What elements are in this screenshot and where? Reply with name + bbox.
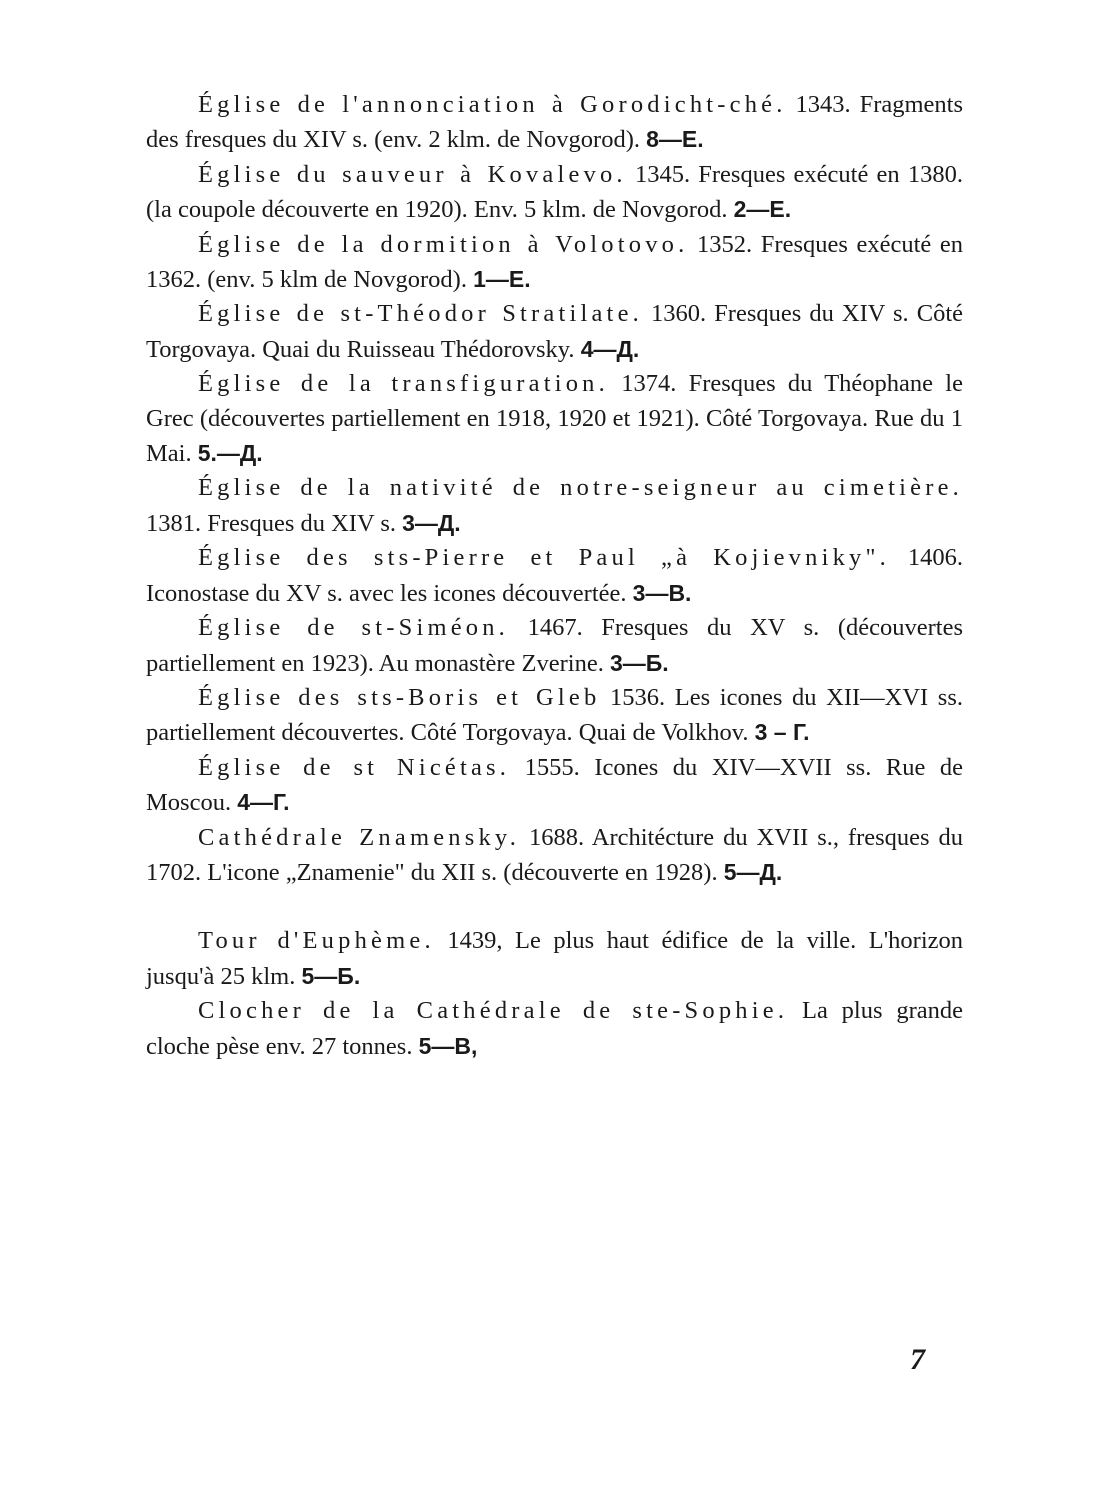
entry-theodor bbox=[146, 297, 963, 367]
tower-list bbox=[146, 924, 963, 1064]
entry-text: 1439, Le plus haut édifice de la ville. L'horizon jusqu'à 25 klm. bbox=[146, 927, 964, 990]
entry-pierre-paul bbox=[146, 541, 963, 611]
map-reference: 2—E. bbox=[733, 196, 792, 223]
entry-text: 1374. Fresques du Théophane le Grec (découvertes partiellement en 1918, 1920 et 1921). Côté Torgovaya. Rue du 1 Mai. bbox=[146, 370, 963, 468]
entry-clocher-sophie bbox=[146, 994, 963, 1064]
church-list bbox=[146, 88, 963, 890]
map-reference: 4—Г. bbox=[237, 789, 290, 816]
map-reference: 5—Б. bbox=[301, 962, 361, 989]
entry-name: Cathédrale Znamensky. bbox=[198, 823, 521, 851]
entry-transfiguration bbox=[146, 367, 963, 471]
entry-nativite bbox=[146, 471, 963, 541]
entry-name: Église du sauveur à Kovalevo. bbox=[198, 160, 627, 188]
entry-znamensky bbox=[146, 821, 963, 891]
entry-name: Église de la dormition à Volotovo. bbox=[198, 230, 689, 258]
map-reference: 4—Д. bbox=[580, 335, 640, 362]
map-reference: 5—Д. bbox=[723, 858, 783, 885]
entry-annonciation bbox=[146, 88, 963, 158]
page-number: 7 bbox=[910, 1343, 925, 1376]
entry-text: 1688. Architécture du XVII s., fresques du 1702. L'icone „Znamenie" du XII s. (découverte en 1928). bbox=[146, 823, 963, 886]
map-reference: 5—B, bbox=[418, 1032, 478, 1059]
entry-name: Église des sts-Pierre et Paul „à Kojievniky". bbox=[198, 544, 891, 572]
entry-sauveur bbox=[146, 158, 963, 228]
entry-name: Église de la nativité de notre-seigneur au cimetière. bbox=[198, 474, 963, 502]
entry-name: Église de st-Théodor Stratilate. bbox=[198, 300, 643, 328]
entry-name: Clocher de la Cathédrale de ste-Sophie. bbox=[198, 997, 789, 1025]
entry-name: Église de st-Siméon. bbox=[198, 614, 510, 642]
map-reference: 8—E. bbox=[646, 126, 704, 153]
entry-name: Tour d'Euphème. bbox=[198, 927, 435, 955]
entry-name: Église de l'annonciation à Gorodicht-ché. bbox=[198, 91, 787, 118]
entry-text: 1406. Iconostase du XV s. avec les icones découvertée. bbox=[146, 544, 964, 607]
entry-text: 1536. Les icones du XII—XVI ss. partiellement découvertes. Côté Torgovaya. Quai de Volkhov. bbox=[146, 683, 963, 747]
entry-text: 1360. Fresques du XIV s. Côté Torgovaya. Quai du Ruisseau Thédorovsky. bbox=[146, 300, 964, 363]
entry-nicetas bbox=[146, 751, 963, 821]
entry-text: 1352. Fresques exécuté en 1362. (env. 5 klm de Novgorod). bbox=[146, 230, 964, 294]
entry-text: 1555. Icones du XIV—XVII ss. Rue de Moscou. bbox=[146, 753, 963, 817]
map-reference: 3—Д. bbox=[402, 509, 461, 536]
map-reference: 3—B. bbox=[632, 579, 692, 606]
map-reference: 5.—Д. bbox=[197, 440, 263, 467]
entry-text: 1467. Fresques du XV s. (découvertes partiellement en 1923). Au monastère Zverine. bbox=[146, 614, 963, 677]
entry-boris-gleb bbox=[146, 681, 963, 751]
entry-text: 1343. Fragments des fresques du XIV s. (env. 2 klm. de Novgorod). bbox=[146, 91, 964, 154]
entry-name: Église des sts-Boris et Gleb bbox=[198, 683, 601, 711]
entry-text: 1381. Fresques du XIV s. bbox=[146, 509, 403, 537]
entry-dormition bbox=[146, 228, 963, 298]
entry-text: La plus grande cloche pèse env. 27 tonnes. bbox=[146, 997, 964, 1060]
map-reference: 3 – Г. bbox=[754, 719, 810, 746]
entry-simeon bbox=[146, 611, 963, 681]
map-reference: 3—Б. bbox=[609, 649, 669, 676]
entry-name: Église de st Nicétas. bbox=[198, 753, 511, 781]
entry-tour-euphem bbox=[146, 924, 963, 994]
map-reference: 1—E. bbox=[473, 266, 531, 293]
entry-name: Église de la transfiguration. bbox=[198, 370, 609, 398]
section-gap bbox=[146, 890, 963, 924]
entry-text: 1345. Fresques exécuté en 1380. (la coupole découverte en 1920). Env. 5 klm. de Novgorod. bbox=[146, 160, 963, 224]
